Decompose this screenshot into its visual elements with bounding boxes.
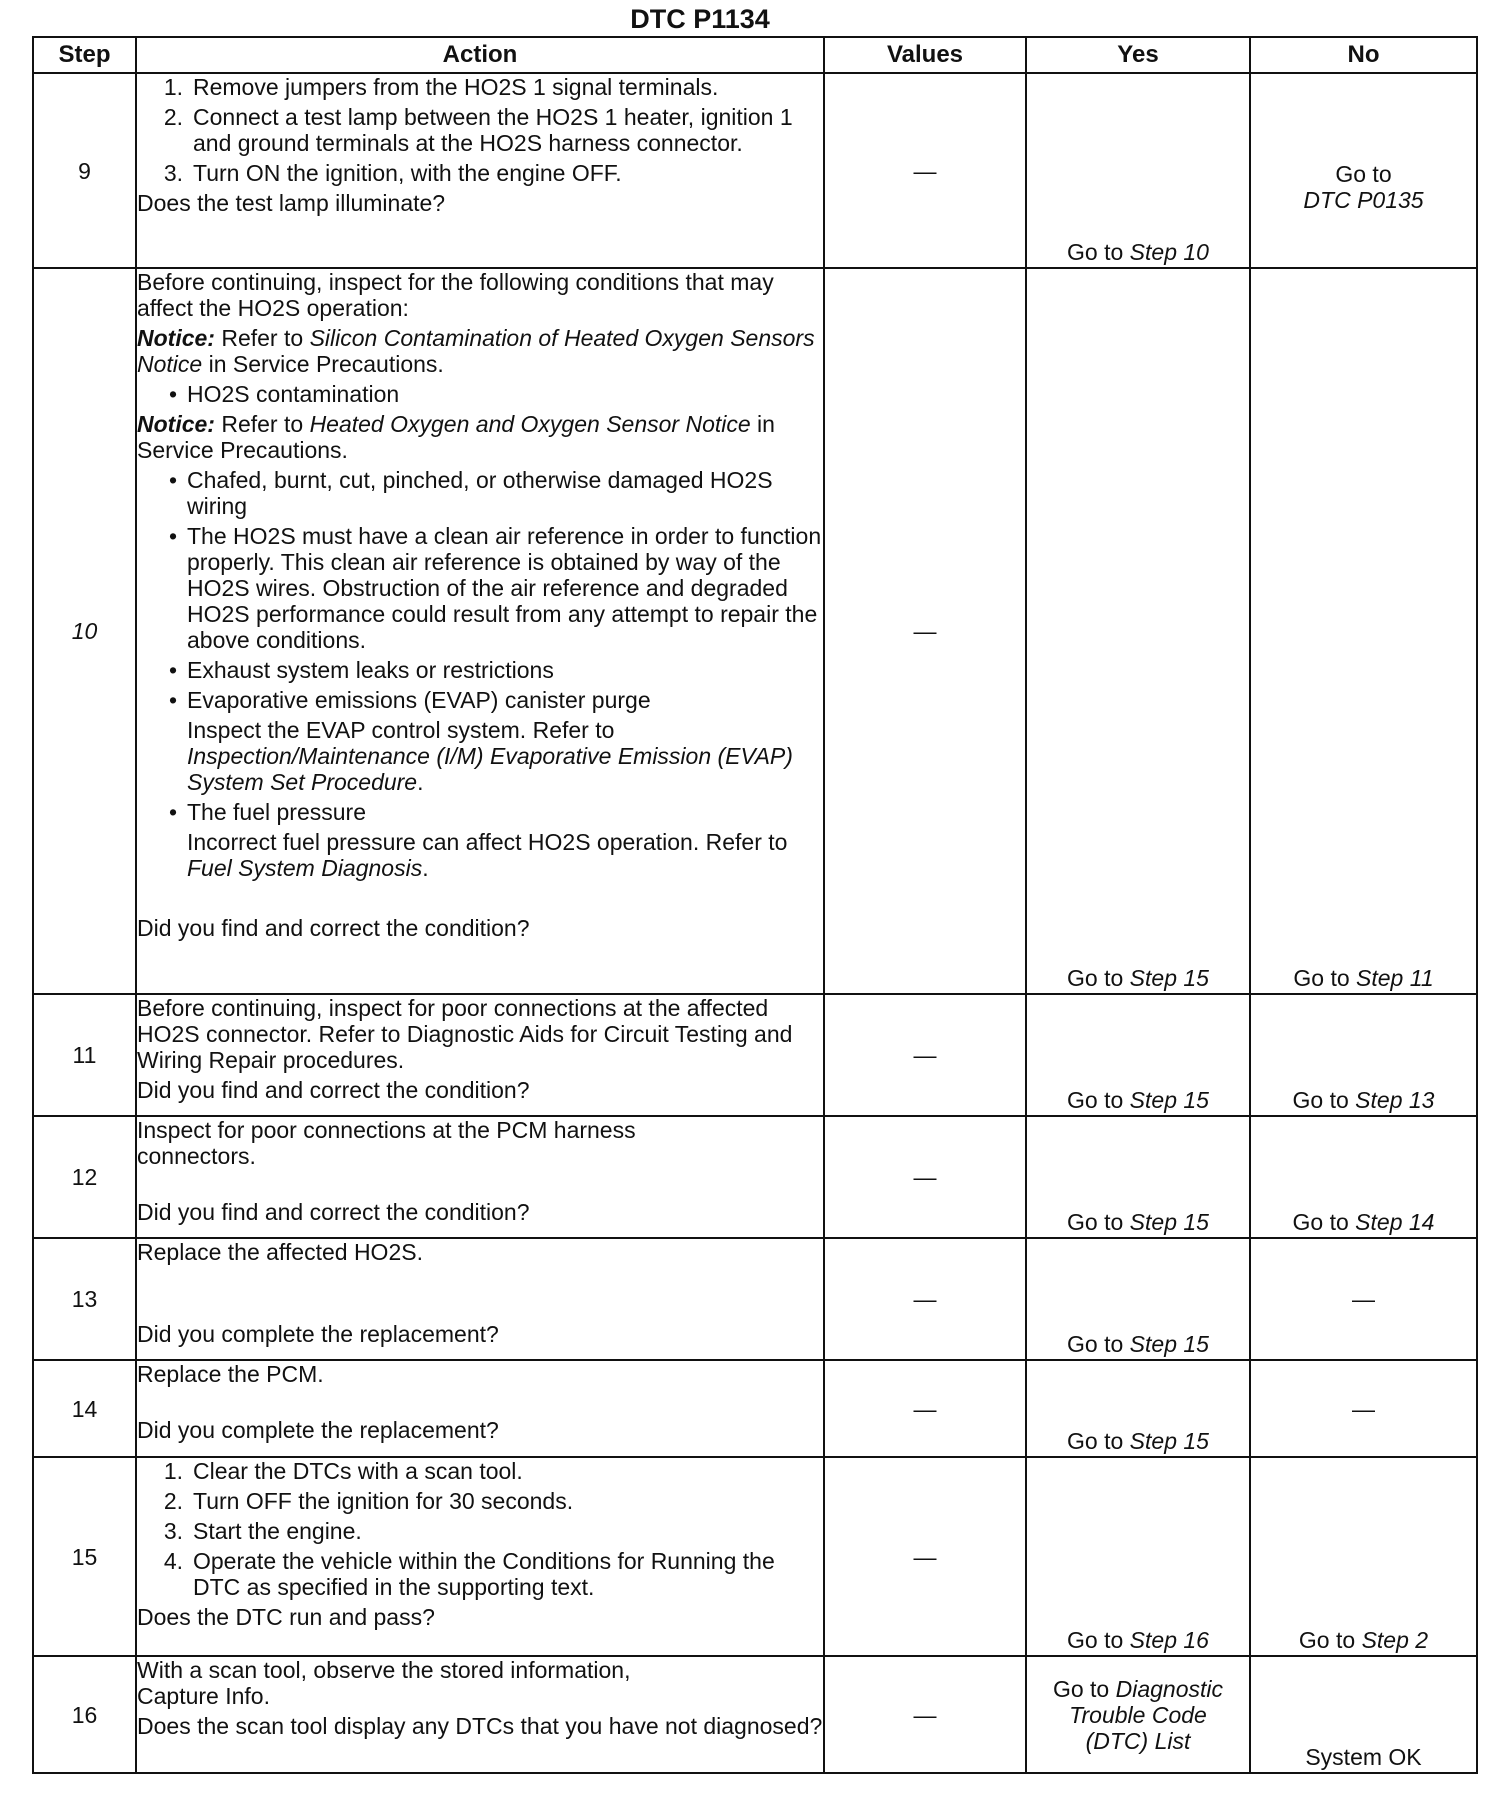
no-cell: Go to Step 11 [1250,268,1477,994]
list-item: • Exhaust system leaks or restrictions [168,657,554,683]
no-cell: Go to Step 2 [1250,1457,1477,1656]
table-row [33,1116,1477,1238]
action-question: Does the test lamp illuminate? [137,190,446,216]
action-cell [136,73,824,268]
yes-cell: Go to Step 15 [1026,994,1250,1116]
yes-cell: Go to Step 15 [1026,1238,1250,1360]
no-cell: Go to DTC P0135 [1250,73,1477,268]
action-question: Did you complete the replacement? [137,1417,499,1443]
step-number: 11 [33,994,136,1116]
action-text: Before continuing, inspect for poor connections at the affected HO2S connector. Refer to Diagnostic Aids for Circuit Testing and Wiring Repair procedures. [137,995,793,1073]
values-cell: — [824,73,1026,268]
no-cell: Go to Step 13 [1250,994,1477,1116]
action-question: Did you find and correct the condition? [137,915,530,941]
action-question: Does the DTC run and pass? [137,1604,435,1630]
table-header-row [33,37,1477,73]
document-title: DTC P1134 [630,4,770,34]
list-item: • Chafed, burnt, cut, pinched, or otherwise damaged HO2S wiring [168,467,773,519]
yes-cell: Go to Step 15 [1026,268,1250,994]
values-cell: — [824,1116,1026,1238]
notice: Notice: Refer to Silicon Contamination of Heated Oxygen Sensors Notice in Service Precautions. [137,325,815,377]
yes-cell: Go to Step 15 [1026,1360,1250,1457]
step-number: 16 [33,1656,136,1773]
action-cell [136,1457,824,1656]
list-item-note: Incorrect fuel pressure can affect HO2S operation. Refer to Fuel System Diagnosis. [187,829,788,881]
action-cell [136,1656,824,1773]
step-number: 13 [33,1238,136,1360]
values-cell: — [824,1457,1026,1656]
table-row [33,1457,1477,1656]
action-cell [136,1238,824,1360]
list-item: 4. Operate the vehicle within the Conditions for Running the DTC as specified in the supporting text. [163,1548,775,1600]
yes-cell: Go to Step 15 [1026,1116,1250,1238]
action-text: Before continuing, inspect for the following conditions that may affect the HO2S operation: [137,269,774,321]
list-item: • HO2S contamination [168,381,400,407]
list-item: 1. Remove jumpers from the HO2S 1 signal terminals. [163,74,719,100]
values-cell: — [824,994,1026,1116]
values-cell: — [824,1656,1026,1773]
no-cell: — [1250,1360,1477,1457]
header-yes: Yes [1026,37,1250,73]
action-cell [136,1116,824,1238]
list-item-note: Inspect the EVAP control system. Refer to Inspection/Maintenance (I/M) Evaporative Emission (EVAP) System Set Procedure. [187,717,793,795]
table-row [33,268,1477,994]
values-cell: — [824,268,1026,994]
yes-cell: Go to Step 16 [1026,1457,1250,1656]
action-question: Did you find and correct the condition? [137,1077,530,1103]
values-cell: — [824,1360,1026,1457]
action-question: Did you find and correct the condition? [137,1199,530,1225]
action-question: Did you complete the replacement? [137,1321,499,1347]
list-item: • Evaporative emissions (EVAP) canister purge [168,687,651,713]
list-item: • The HO2S must have a clean air reference in order to function properly. This clean air reference is obtained by way of the HO2S wires. Obstruction of the air reference and degraded HO2S performance could result from any attempt to repair the above conditions. [168,523,822,653]
no-cell: Go to Step 14 [1250,1116,1477,1238]
no-cell: System OK [1250,1656,1477,1773]
action-text: Replace the PCM. [137,1361,324,1387]
yes-cell: Go to Diagnostic Trouble Code (DTC) List [1026,1656,1250,1773]
header-step: Step [33,37,136,73]
list-item: 2. Connect a test lamp between the HO2S 1 heater, ignition 1 and ground terminals at the HO2S harness connector. [163,104,793,156]
list-item: 3. Turn ON the ignition, with the engine OFF. [163,160,622,186]
action-question: Does the scan tool display any DTCs that you have not diagnosed? [137,1713,823,1739]
step-number: 14 [33,1360,136,1457]
list-item: 2. Turn OFF the ignition for 30 seconds. [163,1488,574,1514]
table-row [33,1360,1477,1457]
header-no: No [1250,37,1477,73]
notice: Notice: Refer to Heated Oxygen and Oxygen Sensor Notice in Service Precautions. [137,411,775,463]
action-cell [136,994,824,1116]
yes-cell: Go to Step 10 [1026,73,1250,268]
table-row [33,1238,1477,1360]
action-cell [136,1360,824,1457]
list-item: 3. Start the engine. [163,1518,362,1544]
step-number: 12 [33,1116,136,1238]
values-cell: — [824,1238,1026,1360]
list-item: 1. Clear the DTCs with a scan tool. [163,1458,523,1484]
header-action: Action [136,37,824,73]
dtc-table [32,36,1478,1774]
table-row [33,1656,1477,1773]
action-text: Inspect for poor connections at the PCM harness connectors. [137,1117,636,1169]
action-cell [136,268,824,994]
action-text: Replace the affected HO2S. [137,1239,423,1265]
header-values: Values [824,37,1026,73]
action-text: With a scan tool, observe the stored information, Capture Info. [137,1657,631,1709]
step-number: 15 [33,1457,136,1656]
step-number: 10 [33,268,136,994]
list-item: • The fuel pressure [168,799,366,825]
table-row [33,994,1477,1116]
table-row [33,73,1477,268]
no-cell: — [1250,1238,1477,1360]
step-number: 9 [33,73,136,268]
